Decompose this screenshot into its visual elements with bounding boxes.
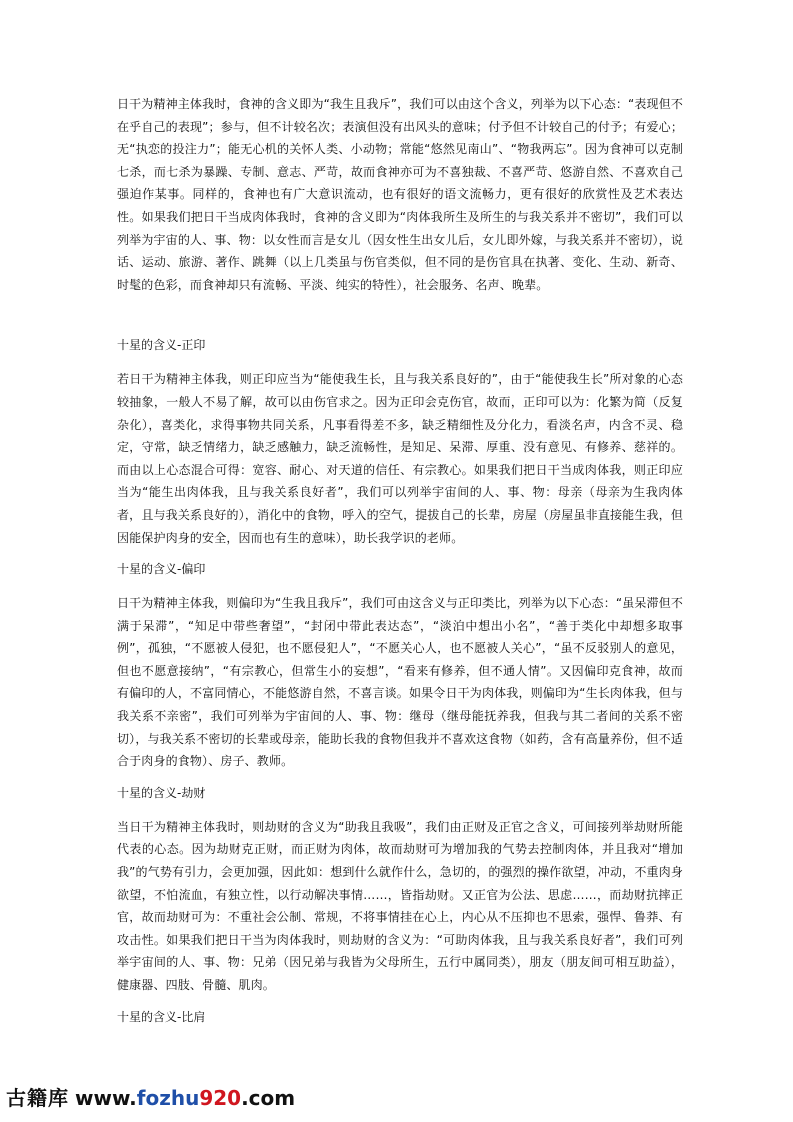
- watermark-www: www.: [75, 1086, 137, 1110]
- watermark-number: 920: [199, 1086, 242, 1110]
- watermark-brand: 古籍库: [6, 1086, 69, 1110]
- watermark-fozhu: fozhu: [136, 1086, 200, 1110]
- paragraph-shishen: 日干为精神主体我时，食神的含义即为“我生且我斥”，我们可以由这个含义，列举为以下心态：“表现但不在乎自己的表现”；参与，但不计较名次；表演但没有出风头的意味；付予但不计较自己的付予；有爱心；无“执恋的投注力”；能无心机的关怀人类、小动物；常能“悠然见南山”、“物我两忘”。因为食神可以克制七杀，而七杀为暴躁、专制、意志、严苛，故而食神亦可为不喜独裁、不喜严苛、悠游自然、不喜欢自己强迫作某事。同样的，食神也有广大意识流动，也有很好的语文流畅力，更有很好的欣赏性及艺术表达性。如果我们把日干当成肉体我时，食神的含义即为“肉体我所生及所生的与我关系并不密切”，我们可以列举为宇宙的人、事、物：以女性而言是女儿（因女性生出女儿后，女儿即外嫁，与我关系并不密切），说话、运动、旅游、著作、跳舞（以上几类虽与伤官类似，但不同的是伤官具在执著、变化、生动、新奇、时髦的色彩，而食神却只有流畅、平淡、纯实的特性），社会服务、名声、晚辈。: [117, 97, 683, 292]
- section-heading-pianyin: 十星的含义-偏印: [117, 562, 206, 577]
- site-watermark: [6, 1084, 295, 1112]
- section-heading-jiecai: 十星的含义-劫财: [117, 785, 206, 800]
- section-heading-bijian: 十星的含义-比肩: [117, 1009, 206, 1024]
- paragraph-pianyin: 日干为精神主体我，则偏印为“生我且我斥”，我们可由这含义与正印类比，列举为以下心态：“虽呆滞但不满于呆滞”，“知足中带些奢望”，“封闭中带此表达态”，“淡泊中想出小名”，“善于类化中却想多取事例”，孤独，“不愿被人侵犯，也不愿侵犯人”，“不愿关心人，也不愿被人关心”，“虽不反驳别人的意见，但也不愿意接纳”，“有宗教心，但常生小的妄想”，“看来有修养，但不通人情”。又因偏印克食神，故而有偏印的人，不富同情心，不能悠游自然，不喜言谈。如果令日干为肉体我，则偏印为“生长肉体我，但与我关系不亲密”，我们可列举为宇宙间的人、事、物：继母（继母能抚养我，但我与其二者间的关系不密切），与我关系不密切的长辈或母亲，能助长我的食物但我并不喜欢这食物（如药，含有高量养份，但不适合于肉身的食物）、房子、教师。: [117, 596, 683, 769]
- document-body: [117, 93, 683, 1028]
- watermark-com: .com: [241, 1086, 296, 1110]
- paragraph-jiecai: 当日干为精神主体我时，则劫财的含义为“助我且我吸”，我们由正财及正官之含义，可间接列举劫财所能代表的心态。因为劫财克正财，而正财为肉体，故而劫财可为增加我的气势去控制肉体，并且我对“增加我”的气势有引力，会更加强，因此如：想到什么就作什么，急切的，的强烈的操作欲望，冲动，不重肉身欲望，不怕流血，有独立性，以行动解决事情……，皆指劫财。又正官为公法、思虑……，而劫财抗摔正官，故而劫财可为：不重社会公制、常规，不将事情挂在心上，内心从不压抑也不思索，强悍、鲁莽、有攻击性。如果我们把日干当为肉体我时，则劫财的含义为：“可助肉体我，且与我关系良好者”，我们可列举宇宙间的人、事、物：兄弟（因兄弟与我皆为父母所生，五行中属同类），朋友（朋友间可相互助益），健康器、四肢、骨髓、肌肉。: [117, 819, 683, 992]
- paragraph-zhengyin: 若日干为精神主体我，则正印应当为“能使我生长，且与我关系良好的”，由于“能使我生长”所对象的心态较抽象，一般人不易了解，故可以由伤官求之。因为正印会克伤官，故而，正印可以为：化繁为简（反复杂化），喜类化，求得事物共同关系，凡事看得差不多，缺乏精细性及分化力，看淡名声，内含不灵、稳定，守常，缺乏情绪力，缺乏感触力，缺乏流畅性，是知足、呆滞、厚重、没有意见、有修养、慈祥的。而由以上心态混合可得：宽容、耐心、对天道的信任、有宗教心。如果我们把日干当成肉体我，则正印应当为“能生出肉体我，且与我关系良好者”，我们可以列举宇宙间的人、事、物：母亲（母亲为生我肉体者，且与我关系良好的），消化中的食物，呼入的空气，提拔自己的长辈，房屋（房屋虽非直接能生我，但因能保护肉身的安全，因而也有生的意味），助长我学识的老师。: [117, 372, 683, 545]
- section-heading-zhengyin: 十星的含义-正印: [117, 338, 206, 353]
